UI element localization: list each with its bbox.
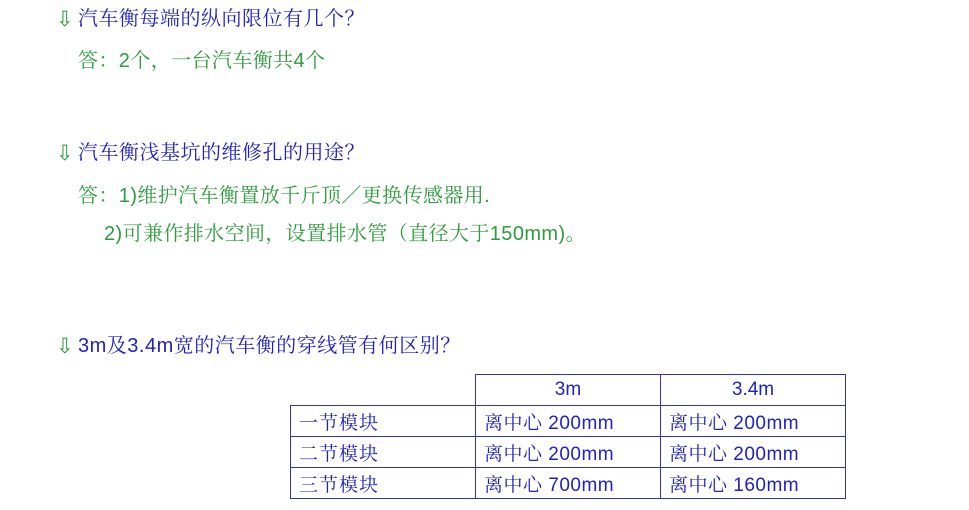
row-2-value-3m: 离中心 200mm xyxy=(476,437,661,468)
qa-block-3 xyxy=(0,333,969,360)
qa-block-1 xyxy=(0,6,969,75)
row-2-value-34m: 离中心 200mm xyxy=(661,437,846,468)
row-3-value-34m: 离中心 160mm xyxy=(661,468,846,499)
table-corner-cell xyxy=(291,375,476,406)
table-row xyxy=(291,437,846,468)
answer-text-1-1: 答：2个，一台汽车衡共4个 xyxy=(78,50,326,72)
table-header-34m: 3.4m xyxy=(661,375,846,406)
question-row-1 xyxy=(0,6,969,33)
question-text-3: 3m及3.4m宽的汽车衡的穿线管有何区别？ xyxy=(78,335,461,357)
spec-table-wrapper xyxy=(290,374,846,499)
row-label-2: 二节模块 xyxy=(291,437,476,468)
table-header-3m: 3m xyxy=(476,375,661,406)
answer-text-2-1: 答：1)维护汽车衡置放千斤顶／更换传感器用. xyxy=(78,185,491,207)
question-text-2: 汽车衡浅基坑的维修孔的用途？ xyxy=(78,142,365,164)
down-arrow-icon: ⇩ xyxy=(56,334,74,358)
table-row xyxy=(291,468,846,499)
table-header-row xyxy=(291,375,846,406)
spec-table xyxy=(290,374,846,499)
row-1-value-34m: 离中心 200mm xyxy=(661,406,846,437)
question-text-1: 汽车衡每端的纵向限位有几个？ xyxy=(78,8,365,30)
row-label-1: 一节模块 xyxy=(291,406,476,437)
row-label-3: 三节模块 xyxy=(291,468,476,499)
down-arrow-icon: ⇩ xyxy=(56,141,74,165)
question-row-2 xyxy=(0,140,969,167)
qa-block-2 xyxy=(0,140,969,248)
question-row-3 xyxy=(0,333,969,360)
answer-text-2-2: 2)可兼作排水空间，设置排水管（直径大于150mm)。 xyxy=(104,223,586,245)
down-arrow-icon: ⇩ xyxy=(56,7,74,31)
table-row xyxy=(291,406,846,437)
row-1-value-3m: 离中心 200mm xyxy=(476,406,661,437)
row-3-value-3m: 离中心 700mm xyxy=(476,468,661,499)
